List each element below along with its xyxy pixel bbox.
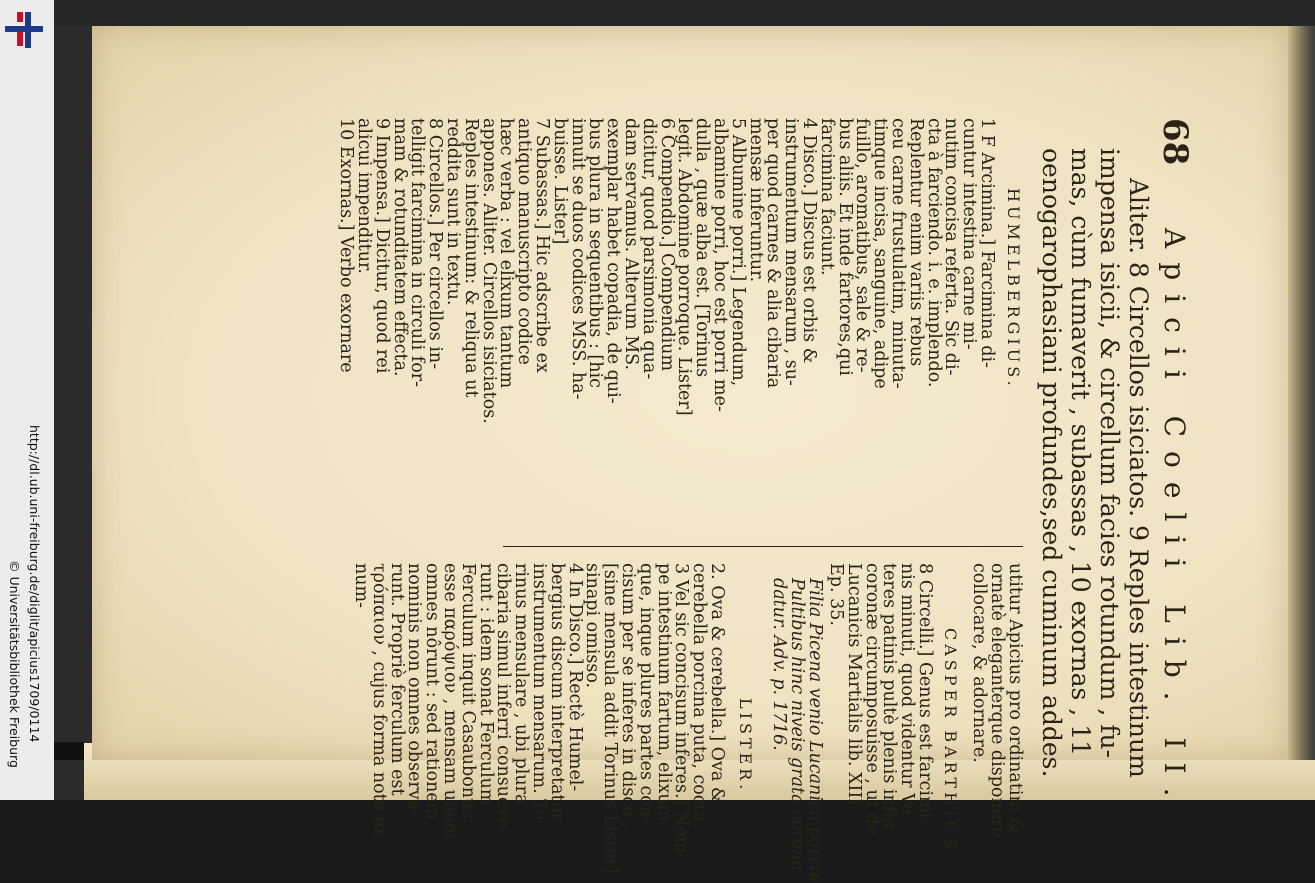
note-line: appones. Aliter. Circellos isiciatos. — [478, 118, 499, 424]
note-line: cisum per se inferes in disco , — [618, 563, 638, 828]
note-line: Replentur enim variis rebus — [905, 118, 926, 367]
note-line: ceu carne frustulatim, minuta- — [888, 118, 908, 389]
note-line: farcimina faciunt. — [816, 118, 837, 276]
note-line: mam & rotunditatem effecta. — [389, 118, 410, 377]
note-line: dicitur, quod parsimonia qua- — [638, 118, 659, 380]
note-line: cerebella porcina puta, cocta. — [689, 563, 710, 828]
copyright-text: © Universitätsbibliothek Freiburg — [7, 560, 22, 768]
right-top-line-3: collocare, & adornare. — [969, 563, 989, 763]
main-line-1: Aliter. 8 Circellos isiciatos. 9 Reples intestinum — [1124, 178, 1153, 778]
main-line-2: impensa isicii, & circellum facies rotundum , fu- — [1095, 148, 1124, 759]
note-line: Reples intestinum: & reliqua ut — [460, 118, 481, 398]
page-gutter-shadow — [1288, 26, 1315, 760]
right-top-line-2: ornatè eleganterque disponere, — [987, 563, 1007, 844]
bookmark-ribbon — [54, 742, 84, 760]
note-line: que, inque plures partes con- — [635, 563, 656, 824]
note-line: 7 Subassas.] Hic adscribe ex — [532, 118, 552, 373]
note-line: 10 Exornas.] Verbo exornare — [336, 118, 357, 373]
note-line: rinus mensulare , ubi plura — [511, 563, 532, 805]
note-line: bus aliis. Et inde fartores,qui — [834, 118, 855, 376]
column-divider — [503, 546, 1023, 547]
column-header-lister: LISTER. — [736, 698, 755, 794]
note-line: 4 Disco.] Discus est orbis & — [799, 118, 819, 364]
note-line: 4 In Disco.] Rectè Humel- — [564, 563, 585, 792]
note-line: sinapi omisso. — [582, 563, 603, 689]
note-line: antiquo manuscripto codice — [514, 118, 535, 365]
note-line: buisse. Lister] — [549, 118, 570, 245]
note-line: [sine mensula addit Torinus Lister] — [600, 563, 621, 874]
note-line: omnes nôrunt : sed rationem — [422, 563, 443, 820]
note-line: τρόπαιον , cujus forma nota ex — [368, 563, 389, 837]
note-line: 1 F Arcimina.] Farcimina di- — [977, 118, 997, 368]
note-line: nutim concisa referta. Sic di- — [941, 118, 962, 376]
note-line: mensæ inferuntur. — [745, 118, 766, 283]
note-line: dam servamus. Alterum MS. — [621, 118, 641, 371]
note-line: hæc verba : vel elixum tantum — [496, 118, 517, 389]
note-line: runt. Propriè ferculum est — [386, 563, 407, 796]
note-line: 9 Impensa.] Dicitur, quod rei — [371, 118, 392, 374]
note-line: esse παρόψιον , mensam unam — [440, 563, 460, 840]
note-line: 3 Vel sic concisum inferes.] Nem- — [671, 563, 692, 860]
note-line: timque incisa, sanguine, adipe — [870, 118, 891, 389]
note-line: bergius discum interpretatur — [546, 563, 567, 822]
note-line: 6 Compendio.] Compendium — [656, 118, 677, 372]
main-line-3: mas, cùm fumaverit , subassas , 10 exornas , 11 — [1066, 148, 1095, 757]
note-line: Pultibus hinc niveis grata corona — [787, 578, 808, 872]
right-top-line-1: utitur Apicius pro ordinatim & — [1005, 563, 1025, 834]
note-line: datur. Adv. p. 1716. — [769, 578, 790, 751]
note-line: cuntur intestina carne mi- — [959, 118, 980, 350]
note-line: coronæ circumposuisse , ut de — [861, 563, 882, 835]
university-logo-icon[interactable] — [3, 10, 45, 50]
note-line: telligit farcimina in circuli for- — [407, 118, 428, 388]
note-line: Ep. 35. — [826, 563, 846, 626]
note-line: Filia Picena venio Lucanica porcæ — [805, 578, 825, 883]
page-text-rotated — [185, 118, 1195, 883]
note-line: Ferculum inquit Casaubonus, — [457, 563, 478, 824]
main-line-4: oenogarophasiani profundes,sed cuminum addes. — [1037, 148, 1066, 778]
note-line: albamine porri, hoc est porri me- — [710, 118, 730, 412]
note-line: instrumentum mensarum. To- — [529, 563, 549, 826]
note-line: 8 Circellos.] Per circellos in- — [425, 118, 446, 370]
note-line: cta à farciendo. i. e. implendo. — [923, 118, 944, 388]
note-line: alicui impenditur. — [354, 118, 374, 274]
note-line: dulla , quæ alba est. [Torinus — [692, 118, 713, 378]
sidebar — [0, 0, 54, 800]
note-line: reddita sunt in textu. — [443, 118, 463, 306]
page-number: 68 — [1155, 118, 1195, 166]
note-line: innuit se duos codices MSS. ha- — [567, 118, 588, 400]
note-line: instrumentum mensarum , su- — [781, 118, 802, 386]
note-line: legit. Abdomine porroque. Lister] — [674, 118, 695, 416]
column-header-humelbergius: HUMELBERGIUS. — [1004, 188, 1023, 390]
note-line: exemplar habet copadia, de qui- — [603, 118, 624, 404]
note-line: 5 Albumine porri.] Legendum, — [727, 118, 748, 387]
note-line: pe intestinum fartum, elixum- — [653, 563, 674, 828]
note-line: 8 Circelli.] Genus est farcimi- — [915, 563, 935, 825]
viewer-top-margin — [54, 0, 1315, 26]
note-line: runt : idem sonat Ferculum. — [475, 563, 496, 812]
note-line: teres patinis pultè plenis infar — [879, 563, 900, 832]
note-line: per quod carnes & alia cibaria — [763, 118, 784, 389]
note-line: Lucanicis Martialis lib. XIII. — [843, 563, 864, 811]
note-line: cibaria simul inferri consueve- — [493, 563, 514, 834]
column-header-barthius: CASPER BARTHIUS. — [941, 628, 960, 862]
note-line: nominis non omnes observa- — [404, 563, 425, 817]
note-line: 2. Ova & cerebella.] Ova & — [707, 563, 727, 803]
running-title: Apicii Coelii Lib. II. — [1158, 228, 1191, 811]
note-line: nis minuti, quod videntur Ve- — [897, 563, 918, 821]
note-line: num- — [351, 563, 371, 609]
note-line: fuillo, aromatibus, sale & re- — [852, 118, 873, 373]
note-line: bus plura in sequentibus : [hic — [585, 118, 606, 388]
page-url-link[interactable]: http://dl.ub.uni-freiburg.de/diglit/apicius1709/0114 — [27, 425, 42, 743]
